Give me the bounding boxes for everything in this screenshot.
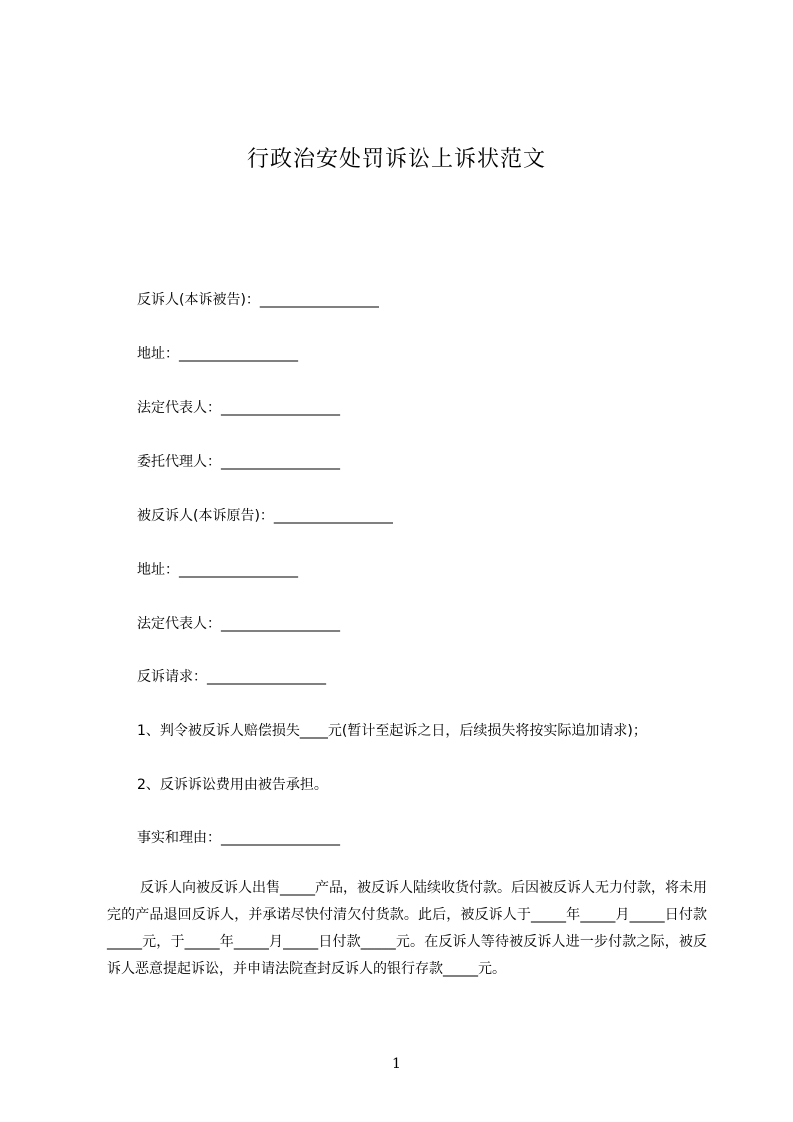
page-number: 1 [392,1056,401,1072]
counter-defendant-field: 被反诉人(本诉原告)：_________________ [137,508,393,524]
request-item-1: 1、判令被反诉人赔偿损失____元(暂计至起诉之日，后续损失将按实际追加请求)； [137,723,647,739]
facts-reasons-heading: 事实和理由：_________________ [137,830,340,846]
document-title: 行政治安处罚诉讼上诉状范文 [246,147,546,172]
counter-defendant-address-field: 地址：_________________ [137,562,298,578]
request-item-2: 2、反诉诉讼费用由被告承担。 [137,777,328,793]
counterclaimant-legal-rep-field: 法定代表人：_________________ [137,400,340,416]
counterclaimant-field: 反诉人(本诉被告)：_________________ [137,292,379,308]
counterclaimant-agent-field: 委托代理人：_________________ [137,454,340,470]
counterclaim-requests-heading: 反诉请求：_________________ [137,669,326,685]
facts-paragraph: 反诉人向被反诉人出售_____产品，被反诉人陆续收货付款。后因被反诉人无力付款，将未用完的产品退回反诉人，并承诺尽快付清欠付货款。此后，被反诉人于_____年_____月_____日付款_____元，于_____年_____月_____日付款_____元。在反诉人等待被反诉人进一步付款之际，被反诉人恶意提起诉讼，并申请法院查封反诉人的银行存款_____元。 [107,880,707,977]
counterclaimant-address-field: 地址：_________________ [137,346,298,362]
counter-defendant-legal-rep-field: 法定代表人：_________________ [137,616,340,632]
